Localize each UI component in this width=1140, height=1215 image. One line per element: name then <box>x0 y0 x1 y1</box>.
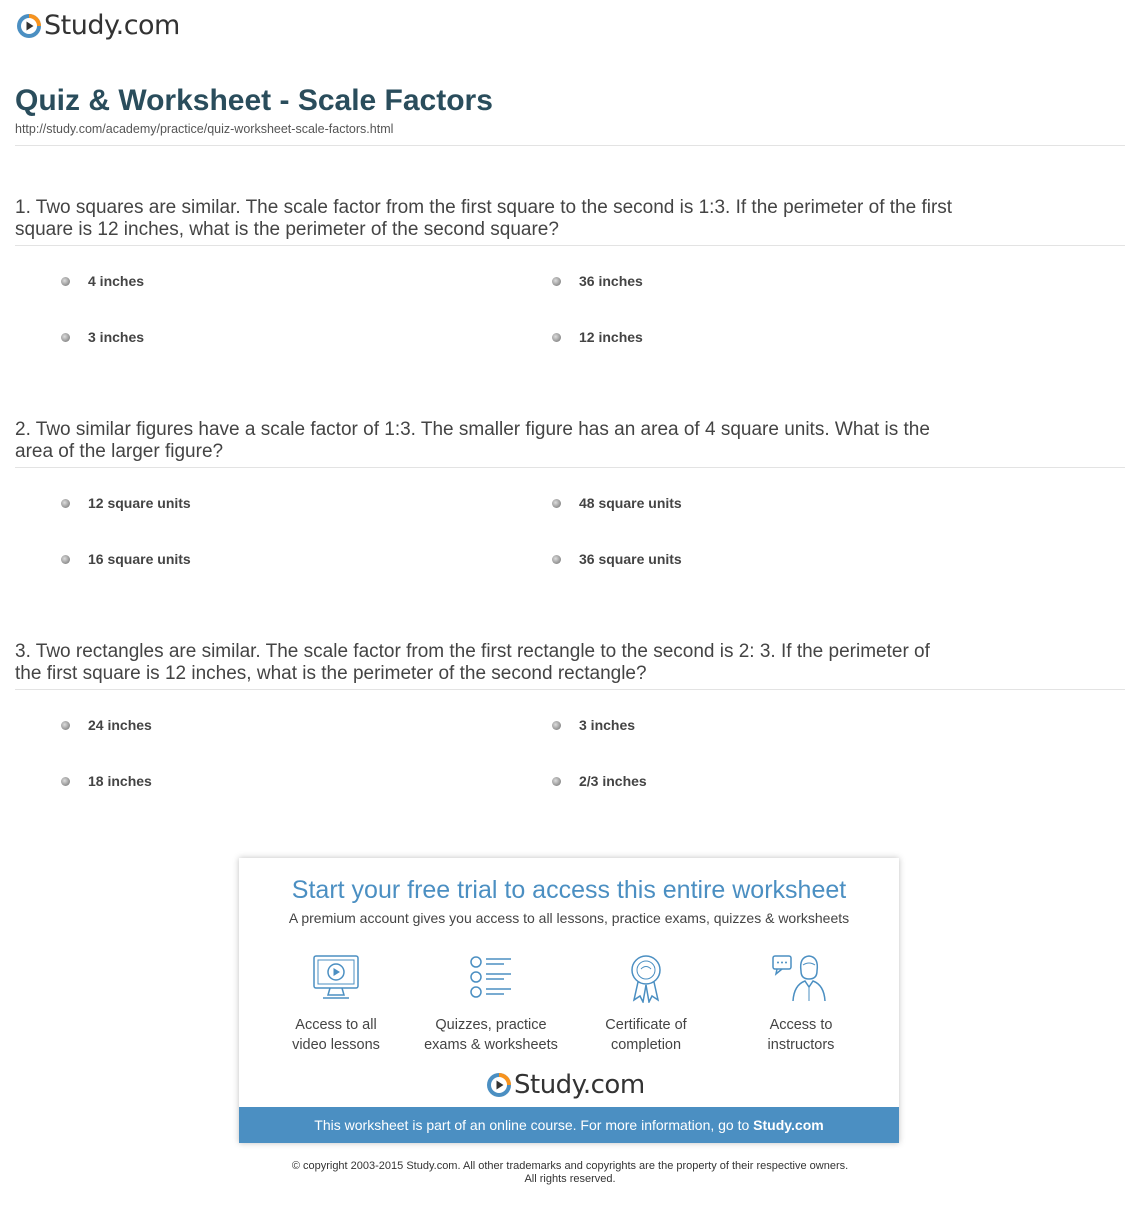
answer-label: 36 inches <box>579 273 643 289</box>
question-1-text: 1. Two squares are similar. The scale factor from the first square to the second is 1:3. If the perimeter of the first square is 12 inches, what is the perimeter of the second square? <box>15 197 953 240</box>
radio-icon[interactable] <box>61 777 70 786</box>
play-logo-icon <box>486 1072 512 1098</box>
copyright <box>0 1160 1140 1186</box>
feature-instructors <box>731 953 871 1055</box>
feature-video-lessons <box>266 953 406 1055</box>
answer-label: 4 inches <box>88 273 145 289</box>
promo-subtitle: A premium account gives you access to all lessons, practice exams, quizzes & worksheets <box>288 910 850 926</box>
divider <box>15 245 1125 246</box>
video-lessons-icon <box>311 953 361 1003</box>
answer-option[interactable] <box>61 551 191 567</box>
answer-label: 16 square units <box>88 551 191 567</box>
answer-option[interactable] <box>552 329 643 345</box>
divider <box>15 145 1125 146</box>
feature-certificate <box>576 953 716 1055</box>
certificate-icon <box>621 953 671 1003</box>
radio-icon[interactable] <box>61 277 70 286</box>
radio-icon[interactable] <box>552 777 561 786</box>
feature-label: Certificate of completion <box>605 1017 687 1053</box>
promo-title[interactable]: Start your free trial to access this entire worksheet <box>291 876 847 904</box>
answer-label: 12 square units <box>88 495 191 511</box>
answer-option[interactable] <box>552 717 635 733</box>
feature-quizzes <box>421 953 561 1055</box>
answer-label: 2/3 inches <box>579 773 647 789</box>
course-info-bar[interactable] <box>239 1107 899 1143</box>
feature-label: Quizzes, practice exams & worksheets <box>424 1017 558 1053</box>
radio-icon[interactable] <box>552 721 561 730</box>
study-logo[interactable] <box>486 1070 645 1100</box>
answer-option[interactable] <box>61 329 144 345</box>
answer-option[interactable] <box>552 495 682 511</box>
play-logo-icon <box>16 13 42 39</box>
radio-icon[interactable] <box>552 277 561 286</box>
answer-label: 3 inches <box>579 717 636 733</box>
feature-label: Access to instructors <box>767 1017 835 1053</box>
answer-option[interactable] <box>61 495 191 511</box>
question-2-text: 2. Two similar figures have a scale factor of 1:3. The smaller figure has an area of 4 square units. What is the area of the larger figure? <box>15 419 930 462</box>
answer-option[interactable] <box>552 773 647 789</box>
answer-label: 36 square units <box>579 551 682 567</box>
study-link[interactable]: Study.com <box>753 1117 824 1133</box>
page-title: Quiz & Worksheet - Scale Factors <box>15 84 493 117</box>
question-3-text: 3. Two rectangles are similar. The scale factor from the first rectangle to the second is 2: 3. If the perimeter of the first square is 12 inches, what is the perimeter of the second rectangle? <box>15 641 930 684</box>
radio-icon[interactable] <box>552 333 561 342</box>
answer-label: 3 inches <box>88 329 145 345</box>
radio-icon[interactable] <box>552 555 561 564</box>
divider <box>15 689 1125 690</box>
feature-label: Access to all video lessons <box>292 1017 380 1053</box>
divider <box>15 467 1125 468</box>
logo-text: Study.com <box>514 1070 645 1100</box>
page-url[interactable]: http://study.com/academy/practice/quiz-worksheet-scale-factors.html <box>15 122 394 136</box>
radio-icon[interactable] <box>61 721 70 730</box>
radio-icon[interactable] <box>552 499 561 508</box>
answer-option[interactable] <box>61 717 152 733</box>
answer-option[interactable] <box>552 273 643 289</box>
copyright-line: All rights reserved. <box>524 1173 616 1185</box>
radio-icon[interactable] <box>61 555 70 564</box>
answer-label: 12 inches <box>579 329 643 345</box>
study-logo[interactable] <box>16 10 180 41</box>
copyright-line: © copyright 2003-2015 Study.com. All other trademarks and copyrights are the property of their respective owners. <box>291 1160 849 1172</box>
instructors-icon <box>771 953 831 1003</box>
logo-text: Study.com <box>44 10 180 41</box>
answer-option[interactable] <box>61 273 144 289</box>
answer-label: 48 square units <box>579 495 682 511</box>
free-trial-promo[interactable] <box>239 858 899 1143</box>
radio-icon[interactable] <box>61 333 70 342</box>
answer-label: 18 inches <box>88 773 152 789</box>
quiz-list-icon <box>466 953 516 1003</box>
radio-icon[interactable] <box>61 499 70 508</box>
course-info-text: This worksheet is part of an online course. For more information, go to <box>314 1117 754 1133</box>
answer-option[interactable] <box>552 551 682 567</box>
answer-label: 24 inches <box>88 717 152 733</box>
answer-option[interactable] <box>61 773 152 789</box>
